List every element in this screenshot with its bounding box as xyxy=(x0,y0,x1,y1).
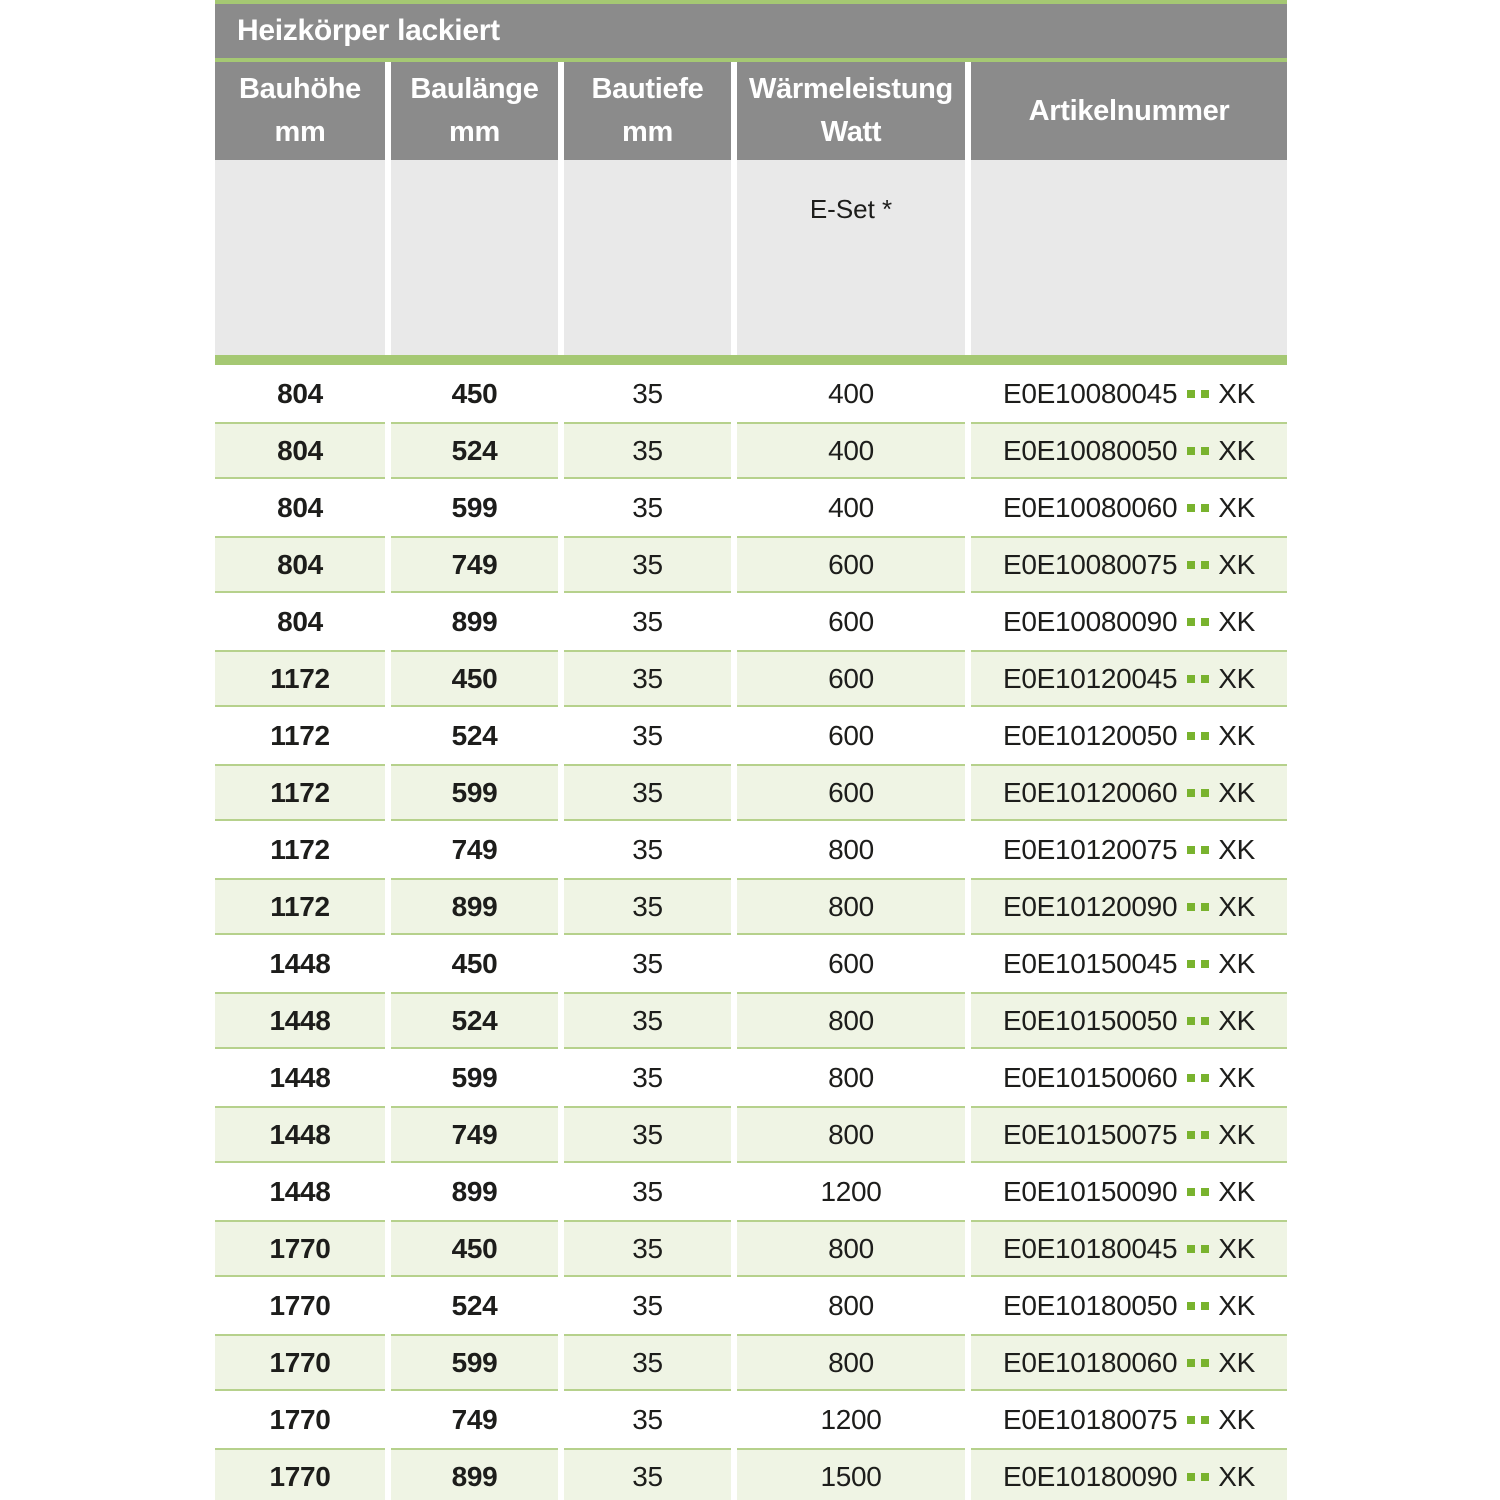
cell-baulaenge: 599 xyxy=(391,764,558,821)
cell-baulaenge: 899 xyxy=(391,1448,558,1500)
column-header-line1: Artikelnummer xyxy=(1028,94,1230,127)
cell-baulaenge: 899 xyxy=(391,878,558,935)
cell-artikelnummer xyxy=(971,821,1287,878)
column-header-baulaenge xyxy=(391,62,558,160)
column-header-line2: mm xyxy=(622,116,673,148)
placeholder-dot-icon xyxy=(1201,903,1209,911)
cell-watt: 600 xyxy=(737,536,965,593)
cell-bautiefe: 35 xyxy=(564,422,731,479)
subheader-cell-eset xyxy=(737,160,965,355)
table-row xyxy=(215,650,1287,707)
cell-artikelnummer xyxy=(971,1334,1287,1391)
placeholder-dot-icon xyxy=(1187,1416,1195,1424)
cell-bautiefe: 35 xyxy=(564,935,731,992)
artikel-prefix: E0E10120060 xyxy=(1003,776,1178,808)
cell-baulaenge: 749 xyxy=(391,1106,558,1163)
cell-baulaenge: 524 xyxy=(391,707,558,764)
artikel-suffix: XK xyxy=(1218,491,1255,523)
artikel-suffix: XK xyxy=(1218,1232,1255,1264)
cell-baulaenge: 899 xyxy=(391,1163,558,1220)
cell-bauhoehe: 1448 xyxy=(215,1163,385,1220)
cell-bauhoehe: 804 xyxy=(215,365,385,422)
artikel-suffix: XK xyxy=(1218,605,1255,637)
artikel-prefix: E0E10150060 xyxy=(1003,1061,1178,1093)
artikel-prefix: E0E10120050 xyxy=(1003,719,1178,751)
placeholder-dot-icon xyxy=(1201,1074,1209,1082)
cell-bauhoehe: 1172 xyxy=(215,707,385,764)
cell-bautiefe: 35 xyxy=(564,1106,731,1163)
column-header-waermeleistung xyxy=(737,62,965,160)
table-row xyxy=(215,365,1287,422)
cell-bautiefe: 35 xyxy=(564,1220,731,1277)
cell-artikelnummer xyxy=(971,1106,1287,1163)
cell-bauhoehe: 1770 xyxy=(215,1277,385,1334)
placeholder-dot-icon xyxy=(1201,1473,1209,1481)
artikel-prefix: E0E10180090 xyxy=(1003,1460,1178,1492)
artikel-prefix: E0E10120045 xyxy=(1003,662,1178,694)
cell-artikelnummer xyxy=(971,707,1287,764)
cell-baulaenge: 450 xyxy=(391,1220,558,1277)
cell-bautiefe: 35 xyxy=(564,365,731,422)
placeholder-dot-icon xyxy=(1187,1302,1195,1310)
cell-watt: 600 xyxy=(737,593,965,650)
cell-bautiefe: 35 xyxy=(564,1448,731,1500)
cell-baulaenge: 450 xyxy=(391,935,558,992)
artikel-prefix: E0E10120075 xyxy=(1003,833,1178,865)
spec-table xyxy=(215,0,1287,1500)
artikel-suffix: XK xyxy=(1218,1004,1255,1036)
cell-bautiefe: 35 xyxy=(564,1277,731,1334)
table-row xyxy=(215,1163,1287,1220)
cell-baulaenge: 524 xyxy=(391,1277,558,1334)
artikel-prefix: E0E10150050 xyxy=(1003,1004,1178,1036)
cell-bautiefe: 35 xyxy=(564,593,731,650)
cell-watt: 800 xyxy=(737,1049,965,1106)
cell-baulaenge: 749 xyxy=(391,1391,558,1448)
placeholder-dot-icon xyxy=(1187,618,1195,626)
artikel-prefix: E0E10080050 xyxy=(1003,434,1178,466)
column-header-artikelnummer xyxy=(971,62,1287,160)
cell-watt: 600 xyxy=(737,764,965,821)
table-row xyxy=(215,1448,1287,1500)
cell-bauhoehe: 1770 xyxy=(215,1391,385,1448)
artikel-prefix: E0E10180075 xyxy=(1003,1403,1178,1435)
placeholder-dot-icon xyxy=(1187,1473,1195,1481)
cell-bautiefe: 35 xyxy=(564,536,731,593)
artikel-suffix: XK xyxy=(1218,1403,1255,1435)
artikel-suffix: XK xyxy=(1218,434,1255,466)
placeholder-dot-icon xyxy=(1187,1131,1195,1139)
placeholder-dot-icon xyxy=(1187,675,1195,683)
cell-bauhoehe: 1448 xyxy=(215,1106,385,1163)
cell-artikelnummer xyxy=(971,1049,1287,1106)
separator-bar xyxy=(215,355,1287,365)
artikel-suffix: XK xyxy=(1218,1460,1255,1492)
cell-artikelnummer xyxy=(971,1391,1287,1448)
table-title-bar xyxy=(215,4,1287,58)
artikel-prefix: E0E10080075 xyxy=(1003,548,1178,580)
placeholder-dot-icon xyxy=(1201,846,1209,854)
header-row xyxy=(215,62,1287,160)
cell-baulaenge: 899 xyxy=(391,593,558,650)
cell-bauhoehe: 1448 xyxy=(215,1049,385,1106)
cell-artikelnummer xyxy=(971,479,1287,536)
table-row xyxy=(215,878,1287,935)
cell-baulaenge: 450 xyxy=(391,650,558,707)
table-row xyxy=(215,1277,1287,1334)
cell-watt: 800 xyxy=(737,1277,965,1334)
table-rows xyxy=(215,365,1287,1500)
artikel-prefix: E0E10080045 xyxy=(1003,377,1178,409)
artikel-prefix: E0E10150075 xyxy=(1003,1118,1178,1150)
artikel-prefix: E0E10080060 xyxy=(1003,491,1178,523)
cell-artikelnummer xyxy=(971,935,1287,992)
cell-artikelnummer xyxy=(971,593,1287,650)
cell-artikelnummer xyxy=(971,536,1287,593)
cell-bautiefe: 35 xyxy=(564,878,731,935)
placeholder-dot-icon xyxy=(1187,960,1195,968)
artikel-suffix: XK xyxy=(1218,1289,1255,1321)
cell-artikelnummer xyxy=(971,764,1287,821)
cell-watt: 1200 xyxy=(737,1163,965,1220)
placeholder-dot-icon xyxy=(1201,390,1209,398)
cell-bautiefe: 35 xyxy=(564,764,731,821)
cell-bauhoehe: 1172 xyxy=(215,764,385,821)
placeholder-dot-icon xyxy=(1187,1074,1195,1082)
cell-watt: 400 xyxy=(737,422,965,479)
artikel-prefix: E0E10120090 xyxy=(1003,890,1178,922)
table-row xyxy=(215,593,1287,650)
table-row xyxy=(215,479,1287,536)
placeholder-dot-icon xyxy=(1201,1245,1209,1253)
cell-bauhoehe: 804 xyxy=(215,536,385,593)
placeholder-dot-icon xyxy=(1201,1017,1209,1025)
cell-baulaenge: 524 xyxy=(391,992,558,1049)
artikel-prefix: E0E10080090 xyxy=(1003,605,1178,637)
placeholder-dot-icon xyxy=(1187,504,1195,512)
cell-artikelnummer xyxy=(971,422,1287,479)
subheader-row xyxy=(215,160,1287,355)
cell-artikelnummer xyxy=(971,650,1287,707)
artikel-prefix: E0E10180060 xyxy=(1003,1346,1178,1378)
cell-bauhoehe: 1172 xyxy=(215,650,385,707)
cell-watt: 800 xyxy=(737,1334,965,1391)
placeholder-dot-icon xyxy=(1187,846,1195,854)
subheader-cell-artikelnummer xyxy=(971,160,1287,355)
table-row xyxy=(215,821,1287,878)
artikel-suffix: XK xyxy=(1218,776,1255,808)
cell-bautiefe: 35 xyxy=(564,821,731,878)
column-header-line1: Bautiefe xyxy=(591,73,704,105)
column-header-line2: mm xyxy=(274,116,326,148)
placeholder-dot-icon xyxy=(1201,1416,1209,1424)
cell-watt: 600 xyxy=(737,935,965,992)
cell-watt: 800 xyxy=(737,992,965,1049)
cell-baulaenge: 524 xyxy=(391,422,558,479)
subheader-cell-bautiefe xyxy=(564,160,731,355)
cell-bauhoehe: 1770 xyxy=(215,1220,385,1277)
placeholder-dot-icon xyxy=(1201,1188,1209,1196)
placeholder-dot-icon xyxy=(1187,1359,1195,1367)
cell-baulaenge: 749 xyxy=(391,536,558,593)
cell-watt: 1200 xyxy=(737,1391,965,1448)
artikel-suffix: XK xyxy=(1218,890,1255,922)
cell-bauhoehe: 1770 xyxy=(215,1334,385,1391)
placeholder-dot-icon xyxy=(1201,1131,1209,1139)
placeholder-dot-icon xyxy=(1187,1017,1195,1025)
cell-watt: 600 xyxy=(737,650,965,707)
artikel-suffix: XK xyxy=(1218,662,1255,694)
table-row xyxy=(215,1106,1287,1163)
cell-bauhoehe: 1172 xyxy=(215,878,385,935)
artikel-prefix: E0E10150090 xyxy=(1003,1175,1178,1207)
cell-artikelnummer xyxy=(971,1163,1287,1220)
artikel-suffix: XK xyxy=(1218,1118,1255,1150)
placeholder-dot-icon xyxy=(1201,561,1209,569)
artikel-suffix: XK xyxy=(1218,1175,1255,1207)
table-row xyxy=(215,1049,1287,1106)
table-row xyxy=(215,764,1287,821)
cell-bauhoehe: 1448 xyxy=(215,935,385,992)
placeholder-dot-icon xyxy=(1187,789,1195,797)
cell-bauhoehe: 804 xyxy=(215,593,385,650)
cell-watt: 400 xyxy=(737,365,965,422)
column-header-bautiefe xyxy=(564,62,731,160)
cell-artikelnummer xyxy=(971,992,1287,1049)
cell-bauhoehe: 1770 xyxy=(215,1448,385,1500)
column-header-bauhoehe xyxy=(215,62,385,160)
cell-artikelnummer xyxy=(971,365,1287,422)
artikel-suffix: XK xyxy=(1218,833,1255,865)
cell-bauhoehe: 804 xyxy=(215,422,385,479)
cell-bautiefe: 35 xyxy=(564,479,731,536)
cell-bautiefe: 35 xyxy=(564,650,731,707)
column-header-line1: Wärmeleistung xyxy=(749,73,953,105)
cell-bauhoehe: 804 xyxy=(215,479,385,536)
placeholder-dot-icon xyxy=(1201,504,1209,512)
cell-bautiefe: 35 xyxy=(564,1391,731,1448)
cell-bautiefe: 35 xyxy=(564,1163,731,1220)
subheader-cell-bauhoehe xyxy=(215,160,385,355)
placeholder-dot-icon xyxy=(1187,390,1195,398)
placeholder-dot-icon xyxy=(1187,732,1195,740)
cell-bautiefe: 35 xyxy=(564,1334,731,1391)
placeholder-dot-icon xyxy=(1201,960,1209,968)
cell-baulaenge: 450 xyxy=(391,365,558,422)
placeholder-dot-icon xyxy=(1201,1302,1209,1310)
table-row xyxy=(215,1334,1287,1391)
artikel-prefix: E0E10180050 xyxy=(1003,1289,1178,1321)
cell-watt: 800 xyxy=(737,1106,965,1163)
column-header-line1: Bauhöhe xyxy=(239,73,361,105)
cell-artikelnummer xyxy=(971,1220,1287,1277)
placeholder-dot-icon xyxy=(1187,903,1195,911)
subheader-cell-baulaenge xyxy=(391,160,558,355)
placeholder-dot-icon xyxy=(1201,1359,1209,1367)
table-row xyxy=(215,935,1287,992)
cell-bautiefe: 35 xyxy=(564,992,731,1049)
eset-label: E-Set * xyxy=(809,194,893,224)
cell-watt: 1500 xyxy=(737,1448,965,1500)
artikel-suffix: XK xyxy=(1218,548,1255,580)
table-row xyxy=(215,1220,1287,1277)
column-header-line1: Baulänge xyxy=(410,73,539,105)
artikel-suffix: XK xyxy=(1218,1346,1255,1378)
cell-bautiefe: 35 xyxy=(564,707,731,764)
table-row xyxy=(215,536,1287,593)
column-header-line2: mm xyxy=(449,116,500,148)
placeholder-dot-icon xyxy=(1201,675,1209,683)
placeholder-dot-icon xyxy=(1201,789,1209,797)
placeholder-dot-icon xyxy=(1201,618,1209,626)
cell-bautiefe: 35 xyxy=(564,1049,731,1106)
artikel-suffix: XK xyxy=(1218,947,1255,979)
artikel-suffix: XK xyxy=(1218,377,1255,409)
table-row xyxy=(215,992,1287,1049)
table-row xyxy=(215,1391,1287,1448)
table-row xyxy=(215,422,1287,479)
table-title: Heizkörper lackiert xyxy=(237,14,500,47)
artikel-prefix: E0E10180045 xyxy=(1003,1232,1178,1264)
cell-baulaenge: 599 xyxy=(391,1049,558,1106)
cell-baulaenge: 749 xyxy=(391,821,558,878)
cell-watt: 600 xyxy=(737,707,965,764)
table-row xyxy=(215,707,1287,764)
cell-artikelnummer xyxy=(971,1277,1287,1334)
artikel-prefix: E0E10150045 xyxy=(1003,947,1178,979)
placeholder-dot-icon xyxy=(1187,1188,1195,1196)
cell-bauhoehe: 1172 xyxy=(215,821,385,878)
artikel-suffix: XK xyxy=(1218,1061,1255,1093)
cell-baulaenge: 599 xyxy=(391,1334,558,1391)
column-header-line2: Watt xyxy=(820,116,882,148)
cell-artikelnummer xyxy=(971,1448,1287,1500)
cell-watt: 400 xyxy=(737,479,965,536)
cell-artikelnummer xyxy=(971,878,1287,935)
placeholder-dot-icon xyxy=(1187,561,1195,569)
placeholder-dot-icon xyxy=(1201,732,1209,740)
artikel-suffix: XK xyxy=(1218,719,1255,751)
cell-watt: 800 xyxy=(737,878,965,935)
cell-watt: 800 xyxy=(737,1220,965,1277)
cell-bauhoehe: 1448 xyxy=(215,992,385,1049)
cell-watt: 800 xyxy=(737,821,965,878)
placeholder-dot-icon xyxy=(1201,447,1209,455)
placeholder-dot-icon xyxy=(1187,1245,1195,1253)
cell-baulaenge: 599 xyxy=(391,479,558,536)
placeholder-dot-icon xyxy=(1187,447,1195,455)
